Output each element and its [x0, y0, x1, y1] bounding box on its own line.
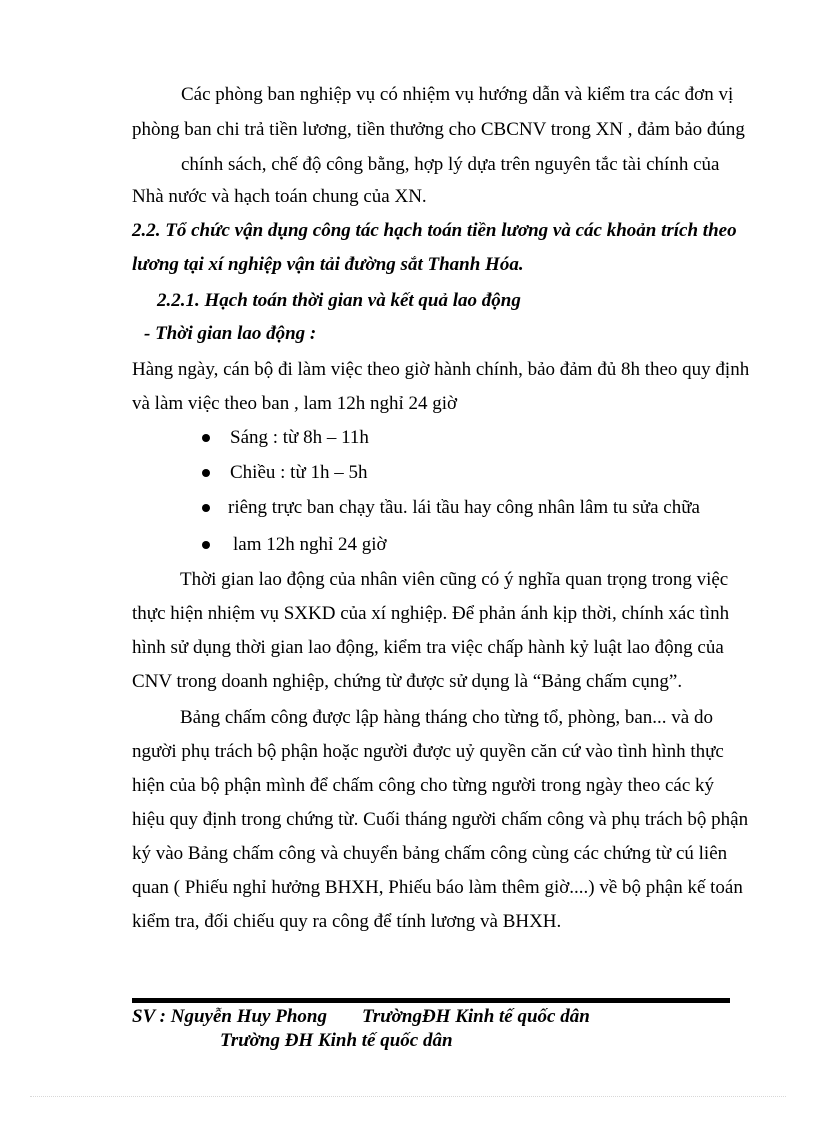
subsection-heading: 2.2.1. Hạch toán thời gian và kết quả lao động: [157, 290, 521, 311]
paragraph-line: thực hiện nhiệm vụ SXKD của xí nghiệp. Để phản ánh kịp thời, chính xác tình: [132, 603, 730, 624]
bullet-icon: [202, 541, 210, 549]
footer-student: SV : Nguyễn Huy Phong: [132, 1006, 327, 1027]
paragraph-line: quan ( Phiếu nghỉ hưởng BHXH, Phiếu báo làm thêm giờ....) về bộ phận kế toán: [132, 877, 743, 898]
paragraph-line: Các phòng ban nghiệp vụ có nhiệm vụ hướng dẫn và kiểm tra các đơn vị: [181, 84, 734, 105]
paragraph-line: người phụ trách bộ phận hoặc người được uỷ quyền căn cứ vào tình hình thực: [132, 741, 724, 762]
list-item: Chiều : từ 1h – 5h: [230, 462, 368, 483]
paragraph-line: Nhà nước và hạch toán chung của XN.: [132, 186, 427, 207]
paragraph-line: hiệu quy định trong chứng từ. Cuối tháng người chấm công và phụ trách bộ phận: [132, 809, 749, 830]
paragraph-line: CNV trong doanh nghiệp, chứng từ được sử dụng là “Bảng chấm cụng”.: [132, 671, 683, 692]
paragraph-line: Bảng chấm công được lập hàng tháng cho từng tổ, phòng, ban... và do: [180, 707, 713, 728]
section-heading: lương tại xí nghiệp vận tải đường sắt Thanh Hóa.: [132, 254, 524, 275]
paragraph-line: và làm việc theo ban , lam 12h nghỉ 24 giờ: [132, 393, 458, 414]
page-edge-divider: [30, 1096, 786, 1097]
bullet-icon: [202, 434, 210, 442]
paragraph-line: hiện của bộ phận mình để chấm công cho từng người trong ngày theo các ký: [132, 775, 715, 796]
list-item: Sáng : từ 8h – 11h: [230, 427, 369, 448]
bullet-icon: [202, 469, 210, 477]
paragraph-line: Thời gian lao động của nhân viên cũng có ý nghĩa quan trọng trong việc: [180, 569, 729, 590]
paragraph-line: Hàng ngày, cán bộ đi làm việc theo giờ hành chính, bảo đảm đủ 8h theo quy định: [132, 359, 750, 380]
footer-rule: [132, 998, 730, 1003]
list-item: lam 12h nghỉ 24 giờ: [233, 534, 387, 555]
footer-school: TrườngĐH Kinh tế quốc dân: [362, 1006, 590, 1027]
list-item: riêng trực ban chạy tầu. lái tầu hay công nhân lâm tu sửa chữa: [228, 497, 700, 518]
paragraph-line: kiểm tra, đối chiếu quy ra công để tính lương và BHXH.: [132, 911, 562, 932]
paragraph-line: hình sử dụng thời gian lao động, kiểm tra việc chấp hành kỷ luật lao động của: [132, 637, 724, 658]
paragraph-line: phòng ban chi trả tiền lương, tiền thưởng cho CBCNV trong XN , đảm bảo đúng: [132, 119, 745, 140]
section-heading: 2.2. Tổ chức vận dụng công tác hạch toán tiền lương và các khoản trích theo: [132, 220, 737, 241]
bullet-icon: [202, 504, 210, 512]
subheading-time: - Thời gian lao động :: [144, 323, 317, 344]
paragraph-line: ký vào Bảng chấm công và chuyển bảng chấm công cùng các chứng từ cú liên: [132, 843, 728, 864]
footer-school-repeat: Trường ĐH Kinh tế quốc dân: [220, 1030, 453, 1051]
paragraph-line: chính sách, chế độ công bằng, hợp lý dựa trên nguyên tắc tài chính của: [181, 154, 720, 175]
